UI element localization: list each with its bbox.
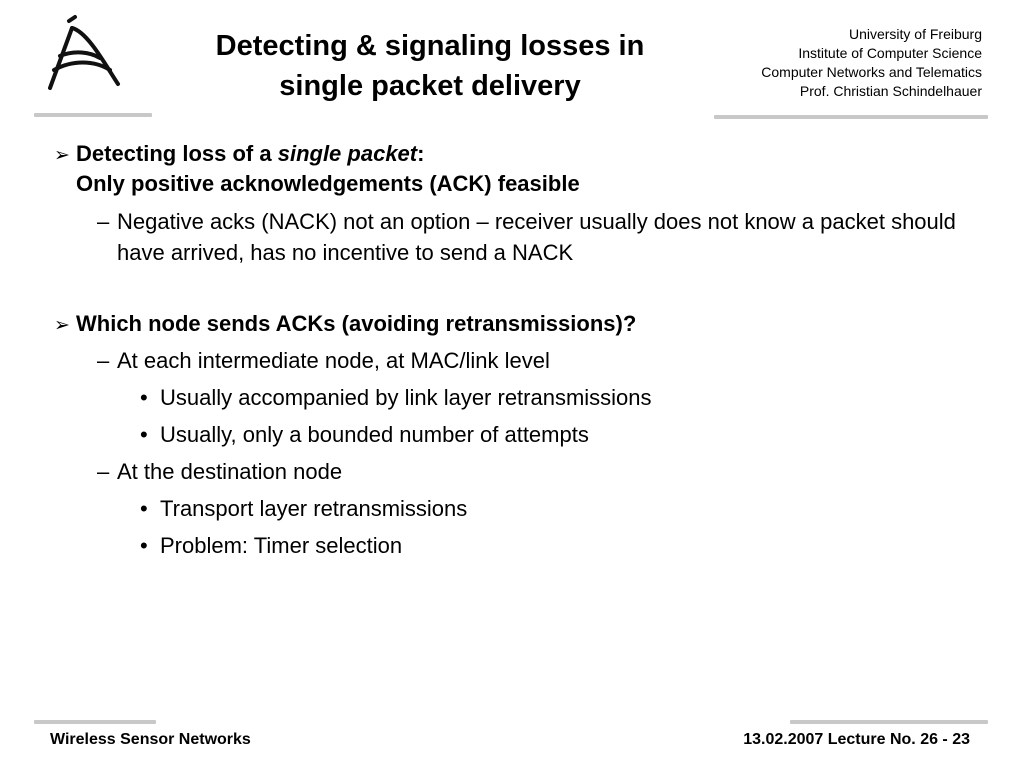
item-timer-selection [52,530,1002,561]
institution-university: University of Freiburg [848,26,982,42]
bullet-detecting-line2: Only positive acknowledgements (ACK) feasible [76,171,580,196]
slide-title [130,26,730,106]
item-transport-retx [52,493,1002,524]
item-timer-selection-text: Problem: Timer selection [160,533,403,558]
arrow-bullet-icon: ➢ [54,315,70,336]
item-link-layer-retx [52,382,1002,413]
institution-block [761,25,982,101]
sub-bullet-intermediate [52,345,1002,376]
bullet-detecting-suffix: : [417,141,425,166]
header-rule-left [34,113,152,117]
item-bounded-attempts-text: Usually, only a bounded number of attempts [160,422,589,447]
item-transport-retx-text: Transport layer retransmissions [160,496,468,521]
university-logo-icon [38,14,124,96]
dash-bullet-icon: – [97,209,110,234]
header-rule-right [714,115,988,119]
dot-bullet-icon: • [140,533,148,558]
bullet-which-node-text: Which node sends ACKs (avoiding retransmissions)? [76,311,637,336]
item-bounded-attempts [52,419,1002,450]
slide-title-line1: Detecting & signaling losses in [215,30,645,62]
bullet-which-node [52,309,1002,339]
arrow-bullet-icon: ➢ [54,145,70,166]
sub-bullet-nack [52,206,1002,268]
dot-bullet-icon: • [140,422,148,447]
slide-body [52,139,1002,561]
bullet-detecting-loss [52,139,1002,199]
footer-rule-right [790,720,988,724]
footer-course-title: Wireless Sensor Networks [50,731,251,748]
sub-bullet-intermediate-text: At each intermediate node, at MAC/link level [117,348,550,373]
dash-bullet-icon: – [97,459,110,484]
institution-institute: Institute of Computer Science [798,45,982,61]
bullet-detecting-prefix: Detecting loss of a [76,141,278,166]
footer-date-lecture: 13.02.2007 Lecture No. 26 - 23 [743,731,970,748]
bullet-detecting-emph: single packet [277,141,418,166]
footer-rule-left [34,720,156,724]
item-link-layer-retx-text: Usually accompanied by link layer retransmissions [160,385,652,410]
dot-bullet-icon: • [140,385,148,410]
sub-bullet-nack-text: Negative acks (NACK) not an option – receiver usually does not know a packet should have arrived, has no incentive to send a NACK [117,209,956,265]
institution-professor: Prof. Christian Schindelhauer [799,83,982,99]
slide-title-line2: single packet delivery [279,70,581,102]
institution-group: Computer Networks and Telematics [761,64,982,80]
sub-bullet-destination [52,456,1002,487]
sub-bullet-destination-text: At the destination node [117,459,343,484]
dash-bullet-icon: – [97,348,110,373]
dot-bullet-icon: • [140,496,148,521]
